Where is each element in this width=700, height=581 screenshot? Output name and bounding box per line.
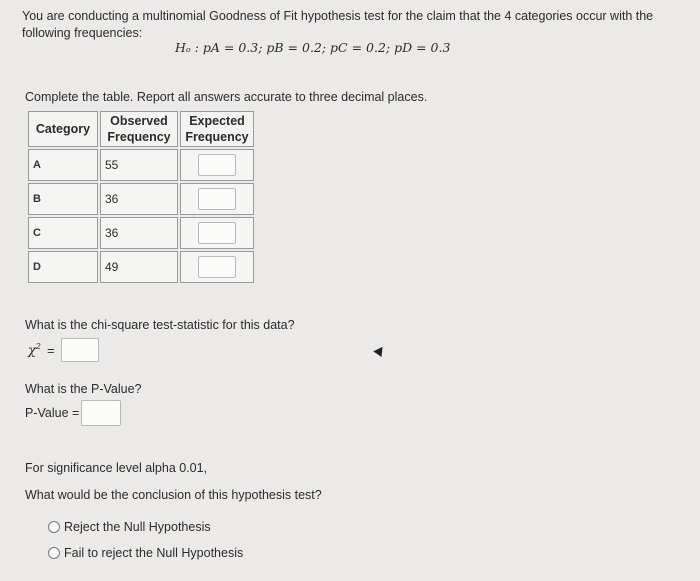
option-reject-null[interactable] <box>48 520 211 534</box>
option-fail-to-reject[interactable] <box>48 546 243 560</box>
table-header-row <box>28 111 254 147</box>
expected-input-a[interactable] <box>198 154 236 176</box>
expected-input-b[interactable] <box>198 188 236 210</box>
option-label: Fail to reject the Null Hypothesis <box>64 546 244 560</box>
expected-cell <box>180 251 254 283</box>
category-cell: D <box>28 251 98 283</box>
expected-input-d[interactable] <box>198 256 236 278</box>
chi-square-symbol <box>28 342 41 358</box>
frequency-table <box>26 109 256 285</box>
table-row <box>28 251 254 283</box>
observed-cell: 36 <box>100 183 178 215</box>
chi-square-answer-row <box>28 338 99 362</box>
conclusion-question: What would be the conclusion of this hypothesis test? <box>25 488 322 502</box>
expected-input-c[interactable] <box>198 222 236 244</box>
radio-fail-to-reject[interactable] <box>48 547 60 559</box>
option-label: Reject the Null Hypothesis <box>64 520 211 534</box>
p-value-input[interactable] <box>81 400 121 426</box>
chi-letter: χ <box>28 343 36 359</box>
p-value-question: What is the P-Value? <box>25 382 142 396</box>
expected-cell <box>180 217 254 249</box>
problem-intro: You are conducting a multinomial Goodness of Fit hypothesis test for the claim that the 4 categories occur with the following frequencies: <box>22 9 654 40</box>
chi-exponent: 2 <box>35 341 41 351</box>
observed-cell: 55 <box>100 149 178 181</box>
mouse-cursor-icon <box>373 344 386 357</box>
chi-square-input[interactable] <box>61 338 99 362</box>
table-row <box>28 149 254 181</box>
table-instruction: Complete the table. Report all answers accurate to three decimal places. <box>25 90 428 104</box>
header-category: Category <box>28 111 98 147</box>
expected-cell <box>180 183 254 215</box>
header-observed: Observed Frequency <box>100 111 178 147</box>
category-cell: B <box>28 183 98 215</box>
p-value-answer-row <box>25 400 121 426</box>
p-value-label: P-Value = <box>25 406 80 420</box>
chi-square-question: What is the chi-square test-statistic for this data? <box>25 318 295 332</box>
header-expected: Expected Frequency <box>180 111 254 147</box>
observed-cell: 49 <box>100 251 178 283</box>
table-row <box>28 217 254 249</box>
category-cell: A <box>28 149 98 181</box>
chi-equals: = <box>46 342 55 358</box>
table-row <box>28 183 254 215</box>
significance-level: For significance level alpha 0.01, <box>25 461 208 475</box>
null-hypothesis: Hₒ : pA = 0.3; pB = 0.2; pC = 0.2; pD = 0.3 <box>175 40 451 55</box>
radio-reject[interactable] <box>48 521 60 533</box>
expected-cell <box>180 149 254 181</box>
category-cell: C <box>28 217 98 249</box>
observed-cell: 36 <box>100 217 178 249</box>
